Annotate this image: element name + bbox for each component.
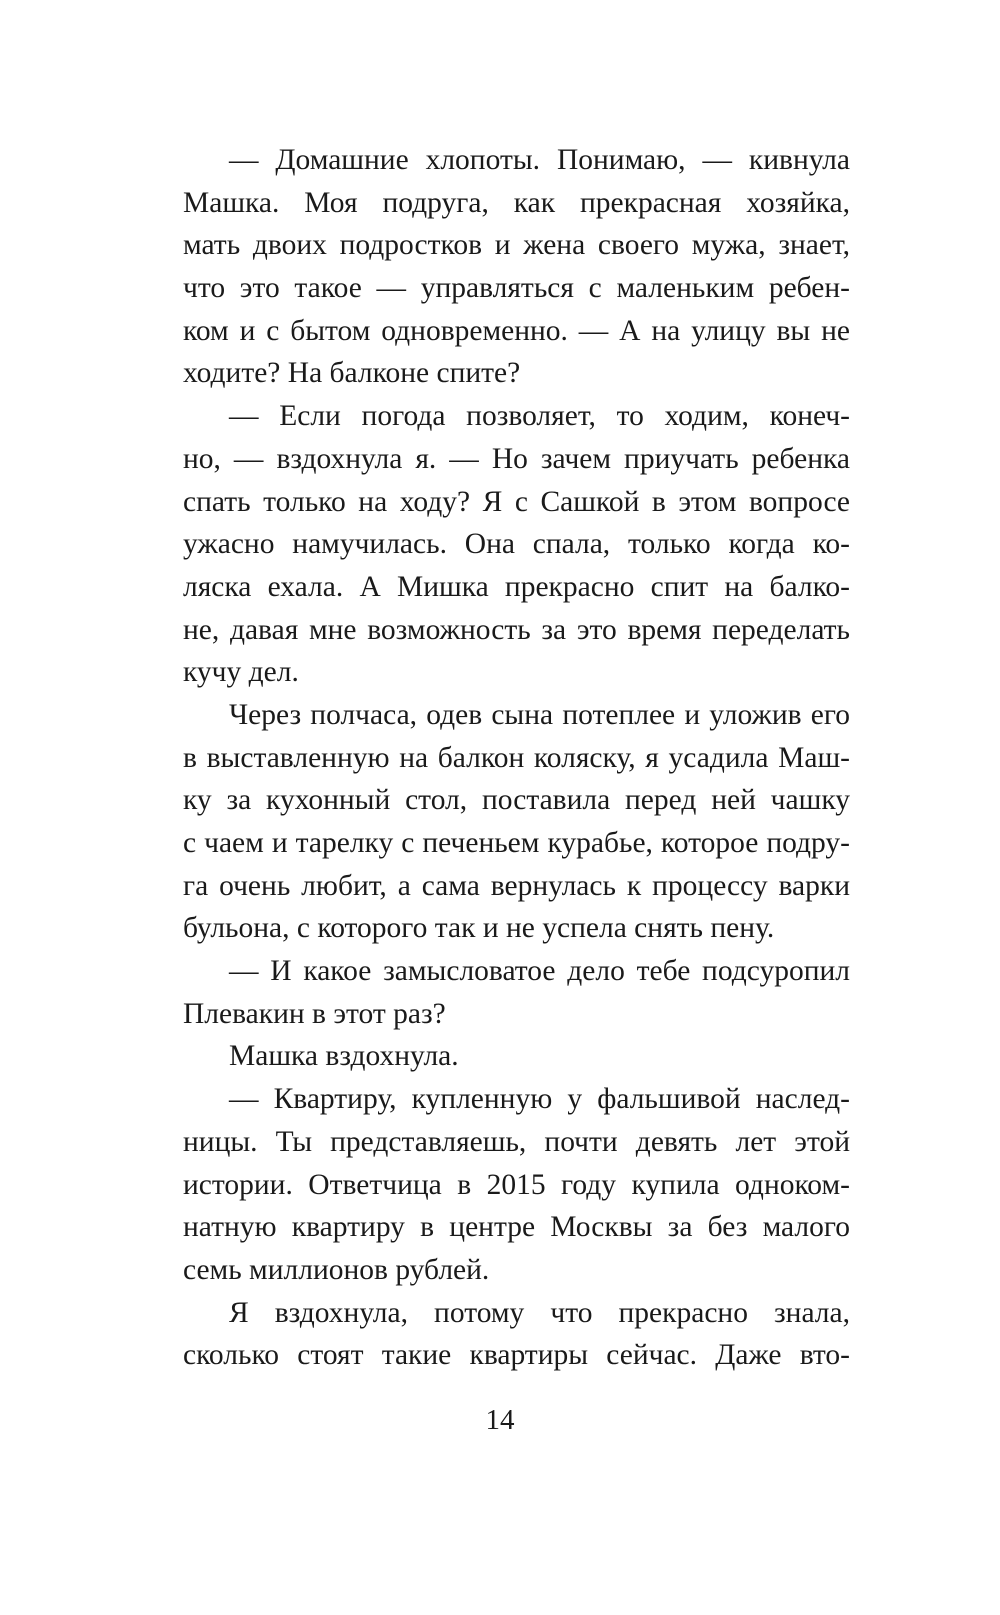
text-line: спать только на ходу? Я с Сашкой в этом вопросе [183,485,850,518]
text-line: — Квартиру, купленную у фальшивой наслед- [229,1083,850,1116]
text-line: истории. Ответчица в 2015 году купила одноком- [183,1168,850,1201]
text-line: ницы. Ты представляешь, почти девять лет этой [183,1125,850,1158]
text-line: семь миллионов рублей. [183,1253,490,1286]
text-line: ляска ехала. А Мишка прекрасно спит на балко- [183,570,850,603]
text-line: в выставленную на балкон коляску, я усадила Маш- [183,741,850,774]
text-line: натную квартиру в центре Москвы за без малого [183,1211,850,1244]
text-line: га очень любит, а сама вернулась к процессу варки [183,869,850,902]
page-number: 14 [485,1404,515,1436]
text-line: мать двоих подростков и жена своего мужа, знает, [183,229,850,262]
text-line: ком и с бытом одновременно. — А на улицу вы не [183,314,850,347]
text-line: — Домашние хлопоты. Понимаю, — кивнула [229,144,850,176]
text-line: ходите? На балконе спите? [183,357,521,390]
text-line: Машка. Моя подруга, как прекрасная хозяйка, [183,186,850,219]
body-text [183,139,850,1377]
text-line: — Если погода позволяет, то ходим, конеч- [229,400,850,433]
text-line: кучу дел. [183,656,299,689]
text-line: Машка вздохнула. [229,1040,459,1073]
text-line: ку за кухонный стол, поставила перед ней чашку [183,784,850,817]
text-line: Через полчаса, одев сына потеплее и уложив его [229,698,850,731]
text-line: сколько стоят такие квартиры сейчас. Даже вто- [183,1339,850,1372]
text-line: с чаем и тарелку с печеньем курабье, которое подру- [183,827,850,859]
text-line: Я вздохнула, потому что прекрасно знала, [229,1296,850,1329]
text-line: ужасно намучилась. Она спала, только когда ко- [183,528,850,561]
text-line: — И какое замысловатое дело тебе подсуропил [229,955,850,988]
text-line: что это такое — управляться с маленьким ребен- [183,272,850,305]
text-line: но, — вздохнула я. — Но зачем приучать ребенка [183,442,850,475]
text-line: не, давая мне возможность за это время переделать [183,613,850,646]
text-line: бульона, с которого так и не успела снять пену. [183,912,775,945]
text-line: Плевакин в этот раз? [183,997,446,1030]
